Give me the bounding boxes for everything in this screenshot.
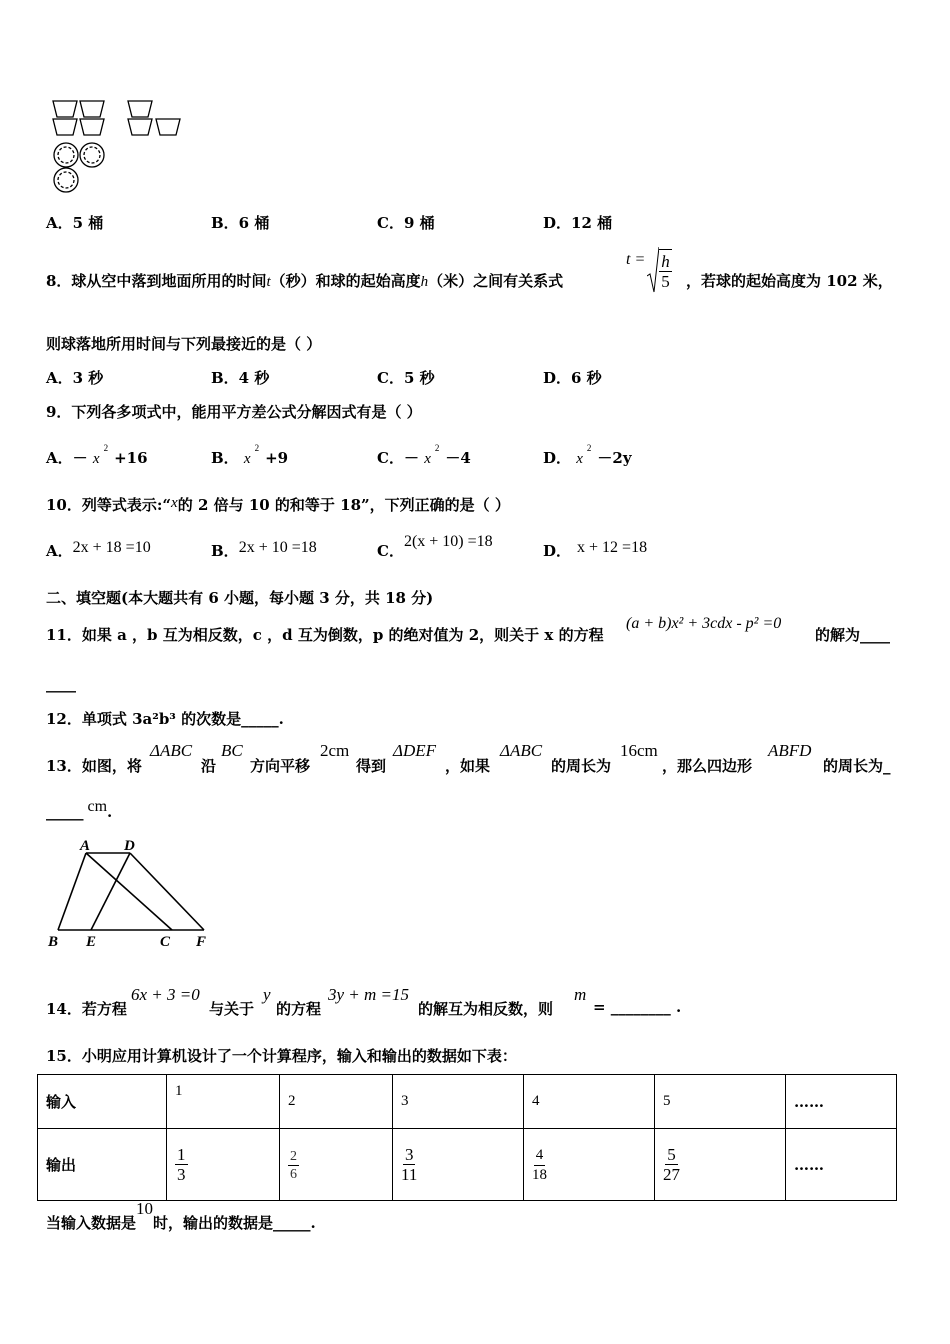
q9-option-a: A．－ $x^2+16$ xyxy=(46,443,148,467)
q11-answer-blank: 的解为____ xyxy=(815,626,891,644)
q8-option-a: A．3 秒 xyxy=(46,369,104,387)
q8-stem: 8．球从空中落到地面所用的时间t（秒）和球的起始高度h（米）之间有关系式 xyxy=(46,272,564,290)
q13-m2: BC xyxy=(221,741,243,760)
q13-p7: ，那么四边形 xyxy=(662,757,753,775)
q14-p4: 的解互为相反数，则 xyxy=(418,1000,554,1018)
cell-output-label: 输出 xyxy=(38,1129,167,1201)
q8-stem-tail: ，若球的起始高度为 102 米， xyxy=(686,272,893,290)
fig-label-d: D xyxy=(124,838,135,854)
q15-tail: 当输入数据是10时，输出的数据是_____. xyxy=(46,1199,316,1232)
q14-p2: 与关于 xyxy=(209,1000,255,1018)
sqrt-sign xyxy=(647,246,659,294)
q12-stem: 12．单项式 3a²b³ 的次数是_____. xyxy=(46,710,284,728)
q7-option-d: D．12 桶 xyxy=(543,214,613,232)
q13-p4: 得到 xyxy=(356,757,387,775)
q9-stem: 9．下列各多项式中，能用平方差公式分解因式有是（ ） xyxy=(46,403,422,421)
cell-input-3: 3 xyxy=(393,1075,524,1129)
q13-p6: 的周长为 xyxy=(551,757,612,775)
cell-input-1: 1 xyxy=(167,1075,280,1129)
q13-m3: 2cm xyxy=(320,741,350,760)
q13-m7: ABFD xyxy=(768,741,812,760)
q14-eq2: 3y + m =15 xyxy=(328,985,410,1004)
q13-translation-figure xyxy=(44,834,220,952)
q14-p5: = ________ . xyxy=(593,998,682,1016)
q14-var-m: m xyxy=(574,985,587,1004)
q13-m1: ΔABC xyxy=(150,741,193,760)
q13-m6: 16cm xyxy=(620,741,658,760)
fig-label-c: C xyxy=(160,934,171,950)
q11-stem: 11．如果 a ，b 互为相反数，c ，d 互为倒数，p 的绝对值为 2，则关于 x 的方程 xyxy=(46,626,604,644)
q7-option-c: C．9 桶 xyxy=(377,214,435,232)
section-2-title: 二、填空题(本大题共有 6 小题，每小题 3 分，共 18 分) xyxy=(46,589,434,607)
q14-var-y: y xyxy=(263,985,271,1004)
q10-option-c: C．2(x + 10) =18 xyxy=(377,533,493,560)
q13-p2: 沿 xyxy=(201,757,217,775)
q8-formula: t = $\frac{h}{5}$ xyxy=(626,245,672,295)
cell-input-2: 2 xyxy=(280,1075,393,1129)
cell-input-4: 4 xyxy=(524,1075,655,1129)
table-row-input xyxy=(38,1075,897,1129)
q9-option-d: D． $x^2-2y$ xyxy=(543,443,632,467)
q13-p3: 方向平移 xyxy=(250,757,311,775)
q8-stem-line2: 则球落地所用时间与下列最接近的是（ ） xyxy=(46,335,322,353)
q8-option-c: C．5 秒 xyxy=(377,369,435,387)
fig-label-a: A xyxy=(80,838,91,854)
q15-stem: 15．小明应用计算机设计了一个计算程序，输入和输出的数据如下表： xyxy=(46,1047,517,1065)
q10-stem: 10．列等式表示:“x的 2 倍与 10 的和等于 18”，下列正确的是（ ） xyxy=(46,495,510,514)
bucket-figure xyxy=(48,96,188,196)
q13-m5: ΔABC xyxy=(500,741,543,760)
table-row-output xyxy=(38,1129,897,1201)
q14-p1: 14．若方程 xyxy=(46,1000,127,1018)
q8-option-d: D．6 秒 xyxy=(543,369,602,387)
q14-eq1: 6x + 3 =0 xyxy=(131,985,200,1004)
q11-answer-blank-cont: ____ xyxy=(46,675,76,693)
q13-line2: _____ cm. xyxy=(46,798,113,821)
q13-p8: 的周长为_ xyxy=(823,757,891,775)
q10-option-b: B．2x + 10 =18 xyxy=(211,539,317,560)
q9-option-c: C．－ $x^2-4$ xyxy=(377,443,471,467)
q13-p5: ，如果 xyxy=(445,757,491,775)
q8-option-b: B．4 秒 xyxy=(211,369,270,387)
cell-output-ellipsis: …… xyxy=(786,1129,897,1201)
cell-output-4: $\frac{4}{18}$ xyxy=(524,1129,655,1201)
cell-input-5: 5 xyxy=(655,1075,786,1129)
fig-label-f: F xyxy=(196,934,207,950)
fig-label-e: E xyxy=(86,934,97,950)
cell-output-3: $\frac{3}{11}$ xyxy=(393,1129,524,1201)
q10-option-d: D． x + 12 =18 xyxy=(543,539,648,560)
cell-input-ellipsis: …… xyxy=(786,1075,897,1129)
cell-output-5: $\frac{5}{27}$ xyxy=(655,1129,786,1201)
q7-option-b: B．6 桶 xyxy=(211,214,270,232)
q14-p3: 的方程 xyxy=(276,1000,322,1018)
q7-option-a: A．5 桶 xyxy=(46,214,104,232)
cell-output-1: $\frac{1}{3}$ xyxy=(167,1129,280,1201)
q13-p1: 13．如图，将 xyxy=(46,757,142,775)
q11-equation: (a + b)x² + 3cdx - p² =0 xyxy=(626,615,782,632)
cell-input-label: 输入 xyxy=(38,1075,167,1129)
q10-option-a: A．2x + 18 =10 xyxy=(46,539,151,560)
q9-option-b: B． $x^2+9$ xyxy=(211,443,289,467)
fig-label-b: B xyxy=(48,934,59,950)
q15-io-table xyxy=(37,1074,897,1201)
q13-m4: ΔDEF xyxy=(393,741,437,760)
cell-output-2: $\frac{2}{6}$ xyxy=(280,1129,393,1201)
